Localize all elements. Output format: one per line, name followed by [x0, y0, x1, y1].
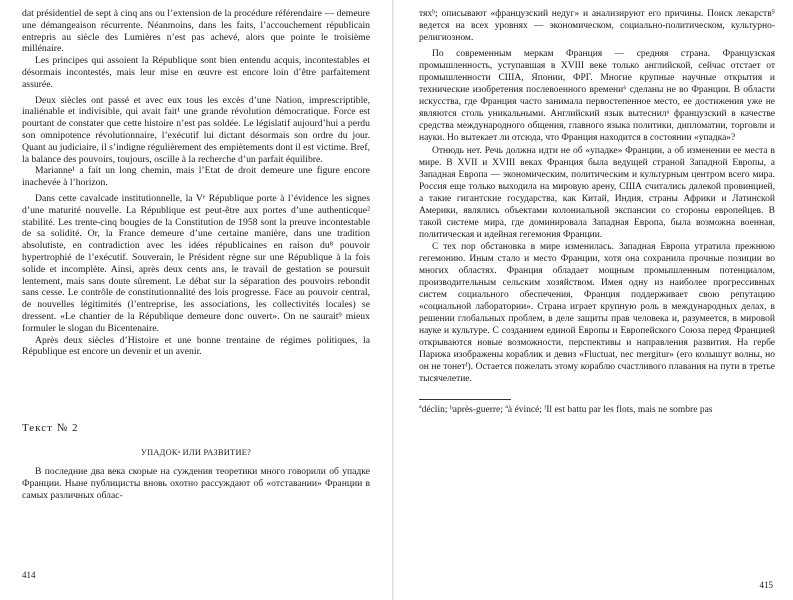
footnote: ªdéclin; ᵇaprès-guerre; ªà évincé; ᶠIl est battu par les flots, mais ne sombre pas — [419, 405, 713, 416]
right-page — [405, 0, 793, 600]
left-page — [0, 0, 380, 600]
page-number-right: 415 — [759, 580, 773, 590]
right-paragraph-3: Отнюдь нет. Речь должна идти не об «упадке» Франции, а об изменении ее места в мире. В XVII и XVIII веках Франция была ведущей страной Западной Европы, а Западная Европа — экономическим, политическим и культурным центром всего мира. Россия еще только выходила на мировую арену, США считались далекой провинцией, а такие гигантские государства, как Китай, Индия, страны Африки и Латинской Америки, являлись объектами колониальной экспансии со стороны европейцев. В такой системе мира, где доминировала Западная Европа, была возможна военная, политическая и идейная гегемония Франции. — [419, 145, 775, 240]
right-paragraph-2: По современным меркам Франция — средняя страна. Французская промышленность, уступавшая в XVIII веке только английской, сейчас отстает от промышленности США, Японии, ФРГ. Многие крупные научные открытия и технические изобретения послевоенного времени⁶ сделаны не во Франции. В области искусства, где Франция часто занимала первостепенное место, ее достижения уже не являются столь уникальными. Английский язык вытеснилᵃ французский в качестве средства международного общения, главного языка политики, дипломатии, торговли и науки. Но вытекает ли отсюда, что Франция находится в состоянии «упадка»? — [419, 49, 775, 144]
left-paragraph-5: Dans cette cavalcade institutionnelle, la Vᵉ République porte à l’évidence les signes d’une maturité nouvelle. La République est peut-être aux portes d’une authenticque² stabilité. Les trente-cinq bougies de la Constitution de 1958 sont la preuve incontestable de sa solidité. Or, la France demeure d’une certaine manière, dans une tradition absolutiste, en contradiction avec les idées républicaines en raison du⁸ pouvoir hypertrophié de l’exécutif. Souverain, le Président règne sur une République à la fois solide et incomplète. Ainsi, après deux cents ans, le travail de gestation se poursuit lentement, mais sans doute sûrement. Le débat sur la séparation des pouvoirs rebondit sans cesse. Le contrôle de constitutionnalité des lois progresse. Face au pouvoir central, de nouvelles légitimités (l’entreprise, les associations, les collectivités locales) se dressent. «Le chantier de la République demeure donc ouvert». On ne saurait⁹ mieux formuler le slogan du Bicentenaire. — [22, 192, 370, 334]
right-paragraph-4: С тех пор обстановка в мире изменилась. Западная Европа утратила прежнюю гегемонию. Иным стало и место Франции, хотя она сохранила прочные позиции во многих областях. Франция обладает мощным промышленным потенциалом, производительным сельским хозяйством. Имея одну из наиболее прогрессивных систем социального обеспечения, Франция поддерживает свою репутацию «социальной лаборатории». Страна играет крупную роль в международных делах, в решении глобальных проблем, в деле защиты прав человека и, разумеется, в мировой науке и культуре. С созданием единой Европы и Европейского Союза перед Францией открываются новые возможности, перспективы и направления развития. На гербе Парижа изображены кораблик и девиз «Fluctuat, nec mergitur» (его колышут волны, но он не тонетᶠ). Остается пожелать этому кораблю счастливого плавания на пути в третье тысячелетие. — [419, 241, 775, 385]
left-paragraph-6: Après deux siècles d’Histoire et une bonne trentaine de régimes politiques, la République est encore un devenir et un avenir. — [22, 334, 370, 358]
right-paragraph-1: тяхᵇ; описывают «французский недуг» и анализируют его причины. Поиск лекарств⁵ ведется на всех уровнях — экономическом, социально-политическом, культурно-религиозном. — [419, 9, 775, 44]
ru-paragraph-start: В последние два века скорые на суждения теоретики много говорили об упадке Франции. Ныне публицисты вновь охотно рассуждают об «отставании» Франции в самых различных облас- — [22, 466, 370, 502]
text-heading: Текст № 2 — [22, 422, 79, 435]
footnote-rule — [419, 399, 511, 400]
left-paragraph-3: Deux siècles ont passé et avec eux tous les excès d’une Nation, imprescriptible, inaliénable et indivisible, qui avait fait¹ une grande révolution démocratique. Force est pourtant de constater que cette histoire n’est pas soldée. Le législatif aujourd’hui a perdu son omnipotence révolutionnaire, l’exécutif lui dictant désormais son ordre du jour. Quant au judiciaire, il s’indigne régulièrement des empiètements dont il est victime. Bref, la balance des pouvoirs, toujours, oscille à la recherche d’un parfait équilibre. — [22, 94, 370, 165]
book-gutter — [392, 0, 394, 600]
section-title: УПАДОКᵃ ИЛИ РАЗВИТИЕ? — [140, 448, 252, 458]
left-paragraph-2: Les principes qui assoient la République sont bien entendu acquis, incontestables et désormais incontestés, mais leur mise en œuvre est encore loin d’être parfaitement assurée. — [22, 55, 370, 90]
page-number-left: 414 — [22, 570, 36, 580]
left-paragraph-4: Marianne¹ a fait un long chemin, mais l’Etat de droit demeure une figure encore inachevée à l’horizon. — [22, 165, 370, 189]
left-paragraph-1: dat présidentiel de sept à cinq ans ou l’extension de la procédure référendaire — demeure une démangeaison récurrente. Néanmoins, dans les faits, l’accouchement républicain entrepris au siècle des Lumières n’est pas achevé, alors que pointe le troisième millénaire. — [22, 8, 370, 55]
